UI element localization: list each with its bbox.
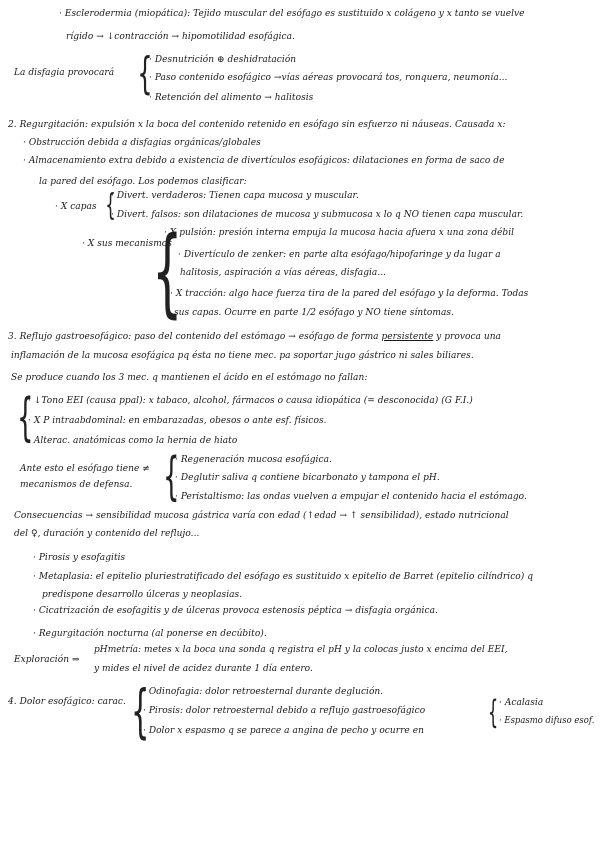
consecuencia-pirosis: · Pirosis y esofagitis xyxy=(33,553,126,563)
esclerodermia-line-2: rígido → ↓contracción → hipomotilidad esofágica. xyxy=(66,32,295,42)
consecuencia-regurgitacion: · Regurgitación nocturna (al ponerse en decúbito). xyxy=(33,629,267,639)
defensa-label-1: Ante esto el esófago tiene ≠ xyxy=(20,464,150,474)
regurgitacion-clasificar: la pared del esófago. Los podemos clasificar: xyxy=(39,177,247,187)
consecuencia-cicatrizacion: · Cicatrización de esofagitis y de úlceras provoca estenosis péptica → disfagia orgánica. xyxy=(33,606,438,616)
dolor-brace: { xyxy=(131,677,150,745)
reflujo-line-2: inflamación de la mucosa esofágica pq ésta no tiene mec. pa soportar jugo gástrico ni sales biliares. xyxy=(11,351,474,361)
disfagia-item-3: · Retención del alimento → halitosis xyxy=(149,93,314,103)
capas-item-2: · Divert. falsos: son dilataciones de mucosa y submucosa x lo q NO tienen capa muscular. xyxy=(111,210,524,220)
disfagia-item-1: · Desnutrición ⊕ deshidratación xyxy=(149,55,297,65)
consecuencia-metaplasia: · Metaplasia: el epitelio pluriestratificado del esófago es sustituido x epitelio de Barret (epitelio cilíndrico) q xyxy=(33,572,534,582)
reflujo-mec-tono: · ↓Tono EEI (causa ppal): x tabaco, alcohol, fármacos o causa idiopática (= desconocida) (G F.I.) xyxy=(28,396,473,406)
mecanismo-traccion: · X tracción: algo hace fuerza tira de la pared del esófago y la deforma. Todas xyxy=(170,289,529,299)
regurgitacion-line-1: 2. Regurgitación: expulsión x la boca del contenido retenido en esófago sin esfuerzo ni náuseas. Causada x: xyxy=(8,120,506,130)
dolor-tipos-brace: { xyxy=(488,693,499,731)
regurgitacion-almacenamiento: · Almacenamiento extra debido a existencia de divertículos esofágicos: dilataciones en forma de saco de xyxy=(23,156,505,166)
disfagia-brace: { xyxy=(137,48,153,99)
defensa-regeneracion: · Regeneración mucosa esofágica. xyxy=(175,455,332,465)
reflujo-line-3: Se produce cuando los 3 mec. q mantienen el ácido en el estómago no fallan: xyxy=(11,373,368,383)
disfagia-label: La disfagia provocará xyxy=(14,68,115,78)
reflujo-mecs-brace: { xyxy=(17,388,34,448)
reflujo-line-1: 3. Reflujo gastroesofágico: paso del contenido del estómago → esófago de forma persistente y provoca una xyxy=(8,332,501,342)
exploracion-line-1: pHmetría: metes x la boca una sonda q registra el pH y la colocas justo x encima del EEI, xyxy=(94,645,508,655)
reflujo-mec-presion: · X P intraabdominal: en embarazadas, obesos o ante esf. físicos. xyxy=(28,416,327,426)
mecanismo-zenker-cont: halitosis, aspiración a vías aéreas, disfagia... xyxy=(180,268,387,278)
exploracion-line-2: y mides el nivel de acidez durante 1 día entero. xyxy=(94,664,313,674)
regurgitacion-causada: Causada x: xyxy=(454,120,506,130)
defensa-brace: { xyxy=(163,447,180,507)
defensa-saliva: · Deglutir saliva q contiene bicarbonato y tampona el pH. xyxy=(175,473,440,483)
dolor-espasmo: · Dolor x espasmo q se parece a angina de pecho y ocurre en xyxy=(143,726,424,736)
disfagia-item-2: · Paso contenido esofágico →vías aéreas provocará tos, ronquera, neumonía... xyxy=(149,73,508,83)
defensa-label-2: mecanismos de defensa. xyxy=(20,480,133,490)
regurgitacion-obstruccion: · Obstrucción debida a disfagias orgánicas/globales xyxy=(23,138,261,148)
consecuencias-line-1: Consecuencias → sensibilidad mucosa gástrica varía con edad (↑edad → ↑ sensibilidad), estado nutricional xyxy=(14,511,509,521)
mecanismo-pulsion: · X pulsión: presión interna empuja la mucosa hacia afuera x una zona débil xyxy=(164,228,515,238)
mecanismos-label: · X sus mecanismos xyxy=(82,239,172,249)
dolor-tipo-acalasia: · Acalasia xyxy=(499,698,544,708)
capas-item-1: · Divert. verdaderos: Tienen capa mucosa y muscular. xyxy=(111,191,359,201)
exploracion-label: Exploración ⇒ xyxy=(14,655,80,665)
capas-label: · X capas xyxy=(55,202,97,212)
reflujo-mec-anatomicas: · Alterac. anatómicas como la hernia de hiato xyxy=(28,436,238,446)
dolor-odinofagia: · Odinofagia: dolor retroesternal durante deglución. xyxy=(143,687,384,697)
mecanismo-traccion-cont: sus capas. Ocurre en parte 1/2 esófago y NO tiene síntomas. xyxy=(174,308,454,318)
consecuencia-metaplasia-cont: predispone desarrollo úlceras y neoplasias. xyxy=(42,590,243,600)
reflujo-persistente: persistente xyxy=(381,332,434,342)
esclerodermia-line-1: · Esclerodermia (miopática): Tejido muscular del esófago es sustituido x colágeno y x tanto se vuelve xyxy=(59,9,525,19)
mecanismo-zenker: · Divertículo de zenker: en parte alta esófago/hipofaringe y da lugar a xyxy=(178,250,501,260)
mecanismos-brace: { xyxy=(152,216,183,328)
defensa-peristaltismo: · Peristaltismo: las ondas vuelven a empujar el contenido hacia el estómago. xyxy=(175,492,527,502)
capas-brace: { xyxy=(105,188,116,223)
dolor-pirosis: · Pirosis: dolor retroesternal debido a reflujo gastroesofágico xyxy=(143,706,426,716)
consecuencias-line-2: del ♀, duración y contenido del reflujo... xyxy=(14,529,200,539)
dolor-label: 4. Dolor esofágico: carac. xyxy=(8,697,126,707)
dolor-tipo-espasmo: · Espasmo difuso esof. xyxy=(499,716,595,726)
